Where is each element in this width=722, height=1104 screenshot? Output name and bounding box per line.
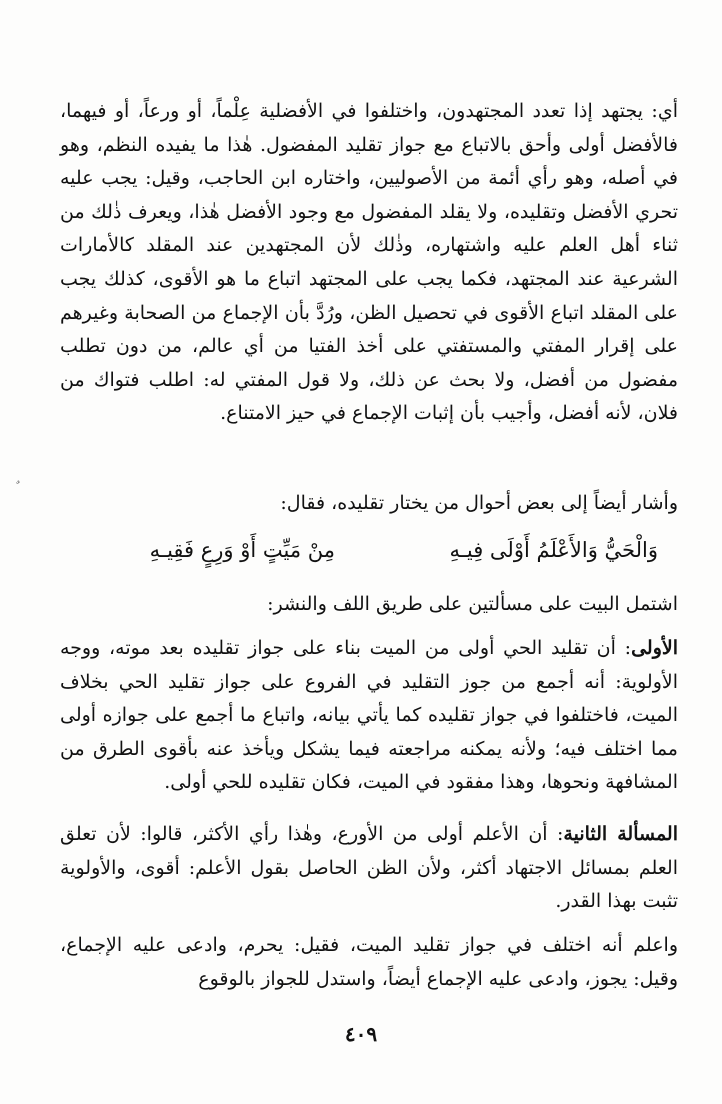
poem-verse [60,532,678,568]
verse-second-hemistich: مِنْ مَيِّتٍ أَوْ وَرِعٍ فَقِيـهِ [149,538,335,562]
paragraph-verse-structure: اشتمل البيت على مسألتين على طريق اللف والنشر: [267,593,678,615]
second-issue-heading: المسألة الثانية [563,823,678,845]
paragraph-verse-introduction: وأشار أيضاً إلى بعض أحوال من يختار تقليده، فقال: [280,492,678,514]
paragraph-first-issue [60,632,678,800]
second-issue-body: : أن الأعلم أولى من الأورع، وهٰذا رأي الأكثر، قالوا: لأن تعلق العلم بمسائل الاجتهاد أكثر، ولأن الظن الحاصل بقول الأعلم: أقوى، والأولوية تثبت بهذا القدر. [60,823,678,913]
paragraph-dead-mujtahid: واعلم أنه اختلف في جواز تقليد الميت، فقيل: يحرم، وادعى عليه الإجماع، وقيل: يجوز، وادعى عليه الإجماع أيضاً، واستدل للجواز بالوقوع [60,934,678,990]
paragraph-second-issue [60,818,678,919]
verse-first-hemistich: وَالْحَيُّ وَالأَعْلَمُ أَوْلَى فِيـهِ [449,538,658,562]
first-issue-body: : أن تقليد الحي أولى من الميت بناء على جواز تقليده بعد موته، ووجه الأولوية: أنه أجمع من جوز التقليد في الفروع على جواز تقليد الحي بخلاف الميت، فاختلفوا في جواز تقليده كما يأتي بيانه، واتباع ما أجمع على جوازه أولى مما اختلف فيه؛ ولأنه يمكنه مراجعته فيما يشكل ويأخذ عنه بأقوى الطرق من المشافهة ونحوها، وهذا مفقود في الميت، فكان تقليده للحي أولى. [60,637,678,794]
paragraph-commentary-intro: أي: يجتهد إذا تعدد المجتهدون، واختلفوا في الأفضلية عِلْماً، أو ورعاً، أو فيهما، فالأفضل أولى وأحق بالاتباع مع جواز تقليد المفضول. هٰذا ما يفيده النظم، وهو في أصله، وهو رأي أئمة من الأصوليين، واختاره ابن الحاجب، وقيل: يجب عليه تحري الأفضل وتقليده، ولا يقلد المفضول مع وجود الأفضل هٰذا، ويعرف ذٰلك من ثناء أهل العلم عليه واشتهاره، وذٰلك لأن المجتهدين عند المقلد كالأمارات الشرعية عند المجتهد، فكما يجب على المجتهد اتباع ما هو الأقوى، كذلك يجب على المقلد اتباع الأقوى في تحصيل الظن، ورُدَّ بأن الإجماع من الصحابة وغيرهم على إقرار المفتي والمستفتي على أخذ الفتيا من أي عالم، من دون تطلب مفضول من أفضل، ولا بحث عن ذلك، ولا قول المفتي له: اطلب فتواك من فلان، لأنه أفضل، وأجيب بأن إثبات الإجماع في حيز الامتناع. [60,100,678,425]
first-issue-heading: الأولى [631,637,678,659]
page-number: ٤٠٩ [344,1022,378,1046]
